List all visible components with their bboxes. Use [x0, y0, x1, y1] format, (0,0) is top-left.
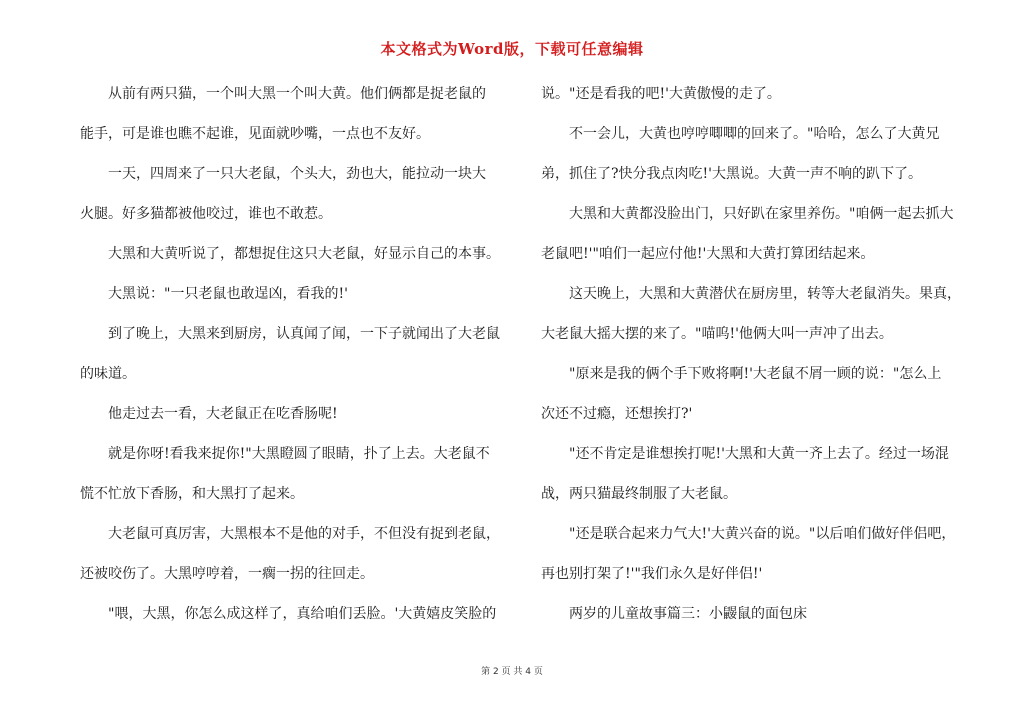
text-line: 两岁的儿童故事篇三：小鼹鼠的面包床: [541, 606, 807, 622]
text-line: 战，两只猫最终制服了大老鼠。: [541, 486, 737, 502]
text-line: 说。"还是看我的吧!'大黄傲慢的走了。: [541, 86, 781, 102]
page-number-footer: 第 2 页 共 4 页: [481, 667, 543, 677]
text-line: 老鼠吧!'"咱们一起应付他!'大黑和大黄打算团结起来。: [541, 246, 875, 262]
text-line: "原来是我的俩个手下败将啊!'大老鼠不屑一顾的说："怎么上: [541, 366, 942, 382]
text-line: 弟，抓住了?快分我点肉吃!'大黑说。大黄一声不响的趴下了。: [541, 166, 922, 182]
text-line: "还是联合起来力气大!'大黄兴奋的说。"以后咱们做好伴侣吧，: [541, 526, 956, 542]
text-line: 能手，可是谁也瞧不起谁，见面就吵嘴，一点也不友好。: [80, 126, 430, 142]
text-line: 大黑和大黄听说了，都想捉住这只大老鼠，好显示自己的本事。: [80, 246, 500, 262]
text-line: 他走过去一看，大老鼠正在吃香肠呢!: [80, 406, 338, 422]
text-line: 慌不忙放下香肠，和大黑打了起来。: [80, 486, 304, 502]
text-line: 一天，四周来了一只大老鼠，个头大，劲也大，能拉动一块大: [80, 166, 486, 182]
text-line: 大老鼠大摇大摆的来了。"喵呜!'他俩大叫一声冲了出去。: [541, 326, 893, 342]
text-line: "还不肯定是谁想挨打呢!'大黑和大黄一齐上去了。经过一场混: [541, 446, 949, 462]
text-line: 到了晚上，大黑来到厨房，认真闻了闻，一下子就闻出了大老鼠: [80, 326, 500, 342]
text-line: 大老鼠可真厉害，大黑根本不是他的对手，不但没有捉到老鼠，: [80, 526, 500, 542]
text-line: 大黑和大黄都没脸出门，只好趴在家里养伤。"咱俩一起去抓大: [541, 206, 954, 222]
text-line: 这天晚上，大黑和大黄潜伏在厨房里，转等大老鼠消失。果真，: [541, 286, 961, 302]
text-line: 再也别打架了!'"我们永久是好伴侣!': [541, 566, 763, 582]
text-line: "喂，大黑，你怎么成这样了，真给咱们丢脸。'大黄嬉皮笑脸的: [80, 606, 497, 622]
text-line: 火腿。好多猫都被他咬过，谁也不敢惹。: [80, 206, 332, 222]
text-line: 大黑说："一只老鼠也敢逞凶，看我的!': [80, 286, 348, 302]
text-line: 还被咬伤了。大黑哼哼着，一瘸一拐的往回走。: [80, 566, 374, 582]
text-line: 不一会儿，大黄也哼哼唧唧的回来了。"哈哈，怎么了大黄兄: [541, 126, 940, 142]
text-line: 次还不过瘾，还想挨打?': [541, 406, 693, 422]
text-line: 从前有两只猫，一个叫大黑一个叫大黄。他们俩都是捉老鼠的: [80, 86, 486, 102]
text-line: 就是你呀!看我来捉你!"大黑瞪圆了眼睛，扑了上去。大老鼠不: [80, 446, 490, 462]
text-line: 的味道。: [80, 366, 136, 382]
document-banner: 本文格式为Word版，下载可任意编辑: [380, 40, 644, 58]
